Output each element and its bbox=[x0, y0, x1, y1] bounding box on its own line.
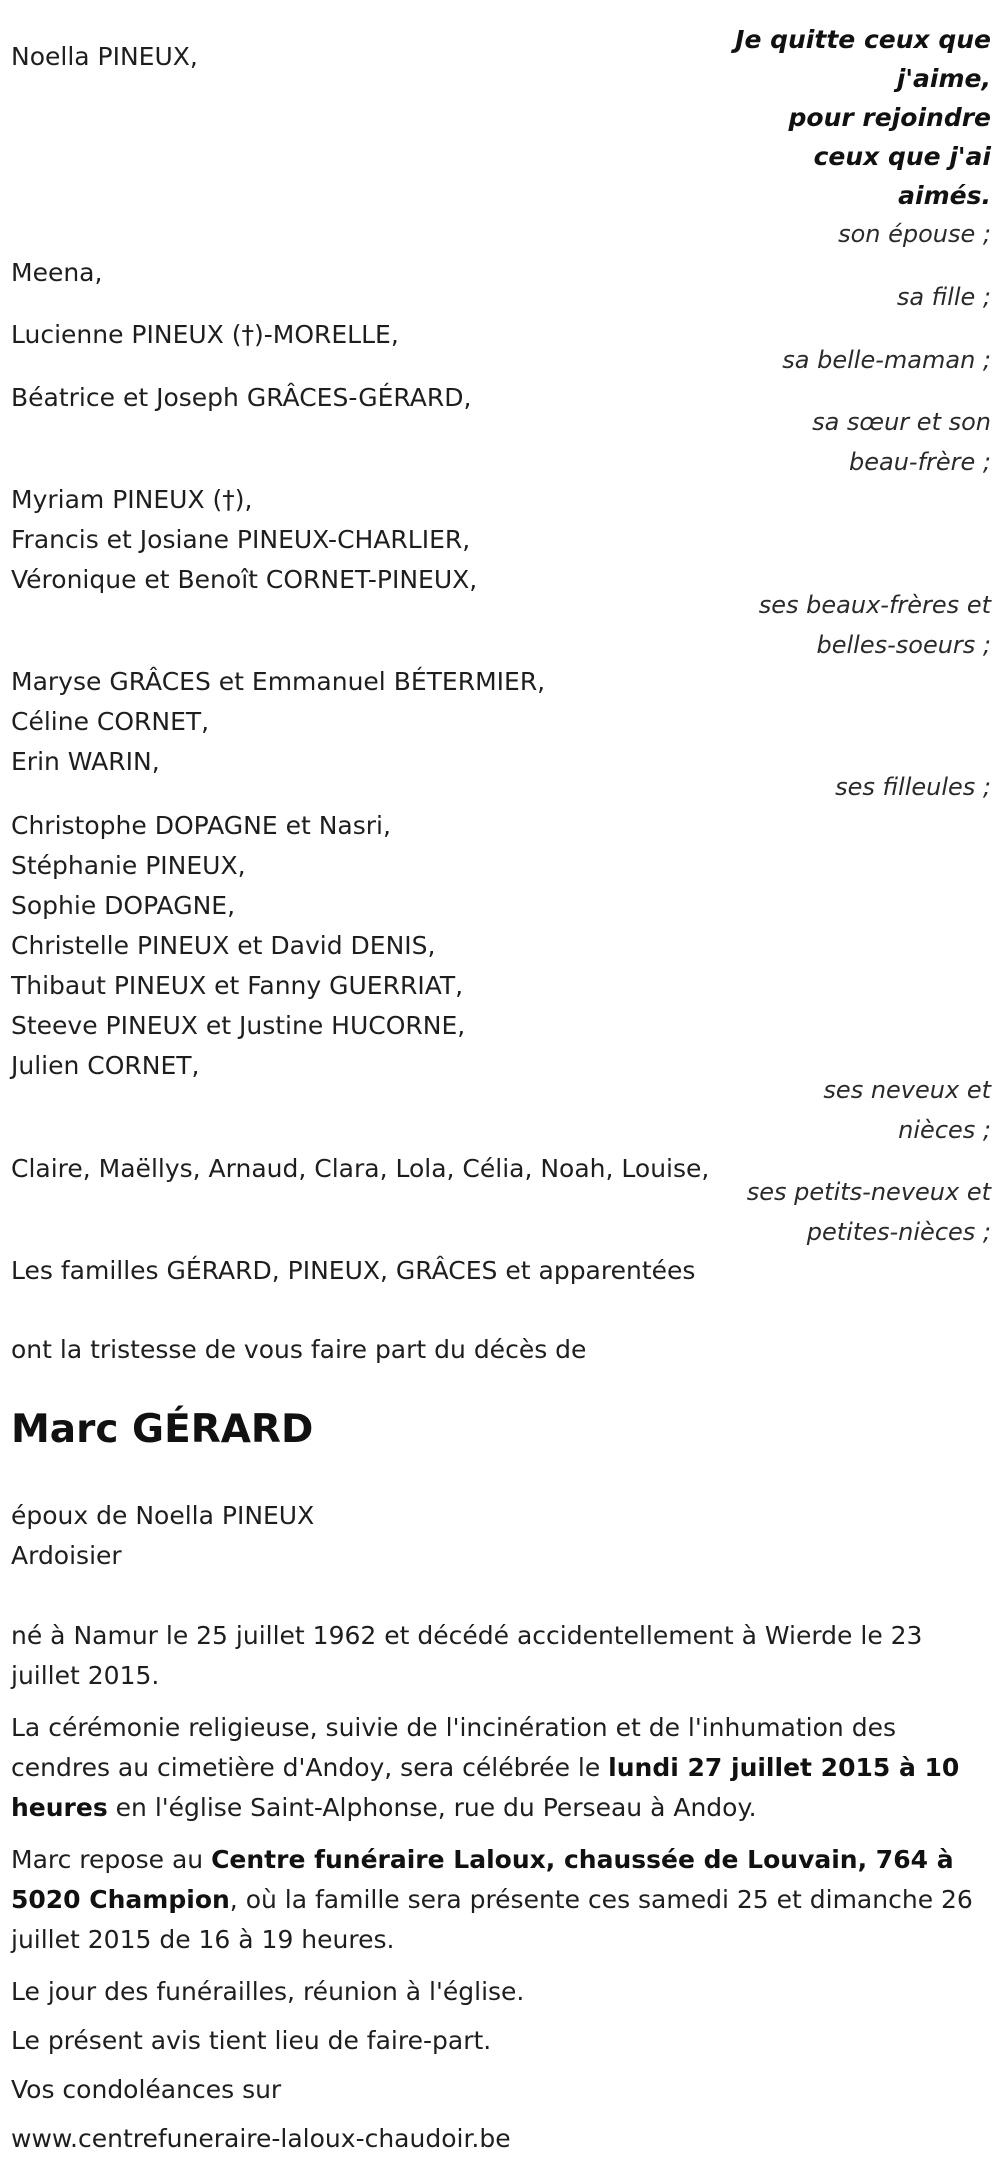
mother-in-law-relation: sa belle-maman ; bbox=[782, 346, 991, 374]
funeral-home-address: Centre funéraire Laloux, chaussée de Louvain, 764 à 5020 Champion bbox=[11, 1845, 954, 1914]
grandnephews-relation: ses petits-neveux et petites-nièces ; bbox=[746, 1178, 991, 1246]
spouse-name: Noella PINEUX, bbox=[11, 42, 198, 71]
announcement: ont la tristesse de vous faire part du décès de bbox=[11, 1335, 587, 1364]
epigraph-quote: Je quitte ceux que j'aime, pour rejoindre ceux que j'ai aimés. bbox=[735, 25, 991, 210]
nephews-relation: ses neveux et nièces ; bbox=[823, 1076, 991, 1144]
deceased-profession: Ardoisier bbox=[11, 1541, 122, 1570]
notice-note: Le présent avis tient lieu de faire-part. bbox=[11, 2026, 492, 2055]
godchildren-relation: ses filleules ; bbox=[835, 773, 991, 801]
rest-paragraph: Marc repose au Centre funéraire Laloux, chaussée de Louvain, 764 à 5020 Champion, où la famille sera présente ces samedi 25 et dimanche 26 juillet 2015 de 16 à 19 heures. bbox=[11, 1845, 973, 1954]
funeral-day-note: Le jour des funérailles, réunion à l'église. bbox=[11, 1977, 525, 2006]
in-laws-list: Myriam PINEUX (†), Francis et Josiane PINEUX-CHARLIER, Véronique et Benoît CORNET-PINEUX, bbox=[11, 485, 478, 594]
ceremony-date: lundi 27 juillet 2015 à 10 heures bbox=[11, 1753, 960, 1822]
mother-in-law-name: Lucienne PINEUX (†)-MORELLE, bbox=[11, 320, 399, 349]
condolences-website-link[interactable]: www.centrefuneraire-laloux-chaudoir.be bbox=[11, 2124, 511, 2153]
nephews-list: Christophe DOPAGNE et Nasri, Stéphanie PINEUX, Sophie DOPAGNE, Christelle PINEUX et David DENIS, Thibaut PINEUX et Fanny GUERRIAT, Steeve PINEUX et Justine HUCORNE, Julien CORNET, bbox=[11, 811, 466, 1080]
in-laws-relation: ses beaux-frères et belles-soeurs ; bbox=[758, 591, 991, 659]
godchildren-list: Maryse GRÂCES et Emmanuel BÉTERMIER, Céline CORNET, Erin WARIN, bbox=[11, 667, 546, 776]
grandnephews-list: Claire, Maëllys, Arnaud, Clara, Lola, Célia, Noah, Louise, bbox=[11, 1154, 710, 1183]
daughter-relation: sa fille ; bbox=[896, 283, 991, 311]
families-line: Les familles GÉRARD, PINEUX, GRÂCES et apparentées bbox=[11, 1256, 696, 1285]
deceased-name: Marc GÉRARD bbox=[11, 1407, 314, 1452]
birth-death-paragraph: né à Namur le 25 juillet 1962 et décédé accidentellement à Wierde le 23 juillet 2015. bbox=[11, 1621, 923, 1690]
sister-name: Béatrice et Joseph GRÂCES-GÉRARD, bbox=[11, 383, 472, 412]
condolences-label: Vos condoléances sur bbox=[11, 2075, 282, 2104]
deceased-spouse-of: époux de Noella PINEUX bbox=[11, 1501, 315, 1530]
ceremony-paragraph: La cérémonie religieuse, suivie de l'incinération et de l'inhumation des cendres au cimetière d'Andoy, sera célébrée le lundi 27 juillet 2015 à 10 heures en l'église Saint-Alphonse, rue du Perseau à Andoy. bbox=[11, 1713, 960, 1822]
spouse-relation: son épouse ; bbox=[838, 220, 991, 248]
daughter-name: Meena, bbox=[11, 258, 103, 287]
sister-relation: sa sœur et son beau-frère ; bbox=[812, 408, 991, 476]
